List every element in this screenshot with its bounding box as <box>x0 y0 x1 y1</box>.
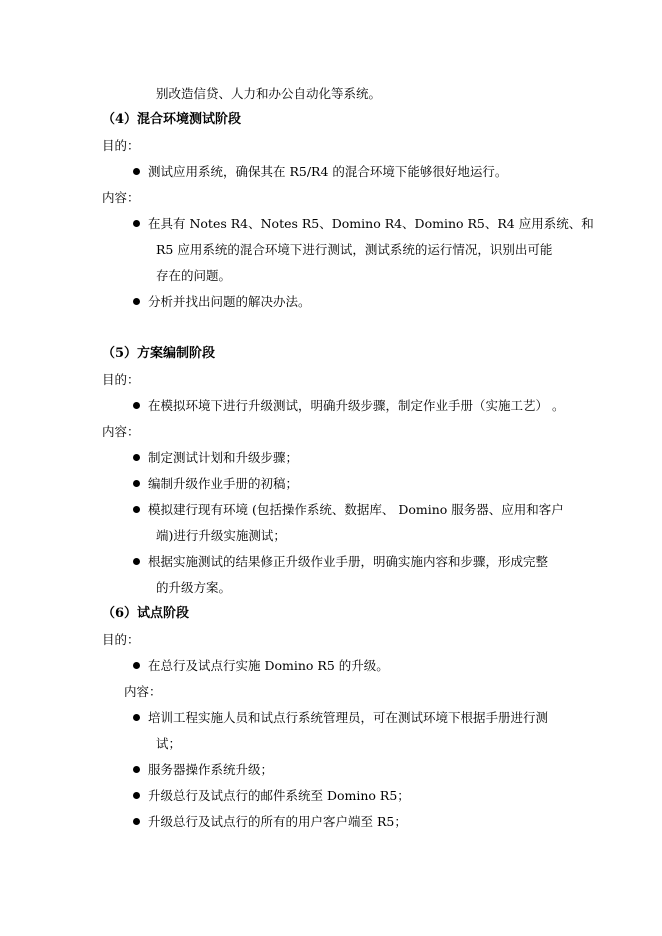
section5-purpose-label: 目的： <box>102 372 140 387</box>
bullet-icon <box>133 168 140 175</box>
bullet-icon <box>133 402 140 409</box>
bullet-icon <box>133 766 140 773</box>
bullet-icon <box>133 818 140 825</box>
section5-content-item-line: 编制升级作业手册的初稿； <box>148 476 299 491</box>
bullet-icon <box>133 454 140 461</box>
section4-content-item-line: 在具有 Notes R4、Notes R5、Domino R4、Domino R5、R4 应用系统、和 <box>148 216 594 231</box>
section6-content-item-line: 升级总行及试点行的邮件系统至 Domino R5； <box>148 788 410 803</box>
bullet-icon <box>133 558 140 565</box>
section6-content-item-line: 培训工程实施人员和试点行系统管理员，可在测试环境下根据手册进行测 <box>148 710 549 725</box>
bullet-icon <box>133 220 140 227</box>
section4-content-item-line: 存在的问题。 <box>156 268 232 283</box>
section5-purpose-item: 在模拟环境下进行升级测试，明确升级步骤，制定作业手册（实施工艺） 。 <box>148 398 565 413</box>
bullet-icon <box>133 298 140 305</box>
section4-content-label: 内容： <box>102 190 140 205</box>
section4-content-item-line: 分析并找出问题的解决办法。 <box>148 294 311 309</box>
section5-content-label: 内容： <box>102 424 140 439</box>
section5-content-item-line: 端)进行升级实施测试； <box>156 528 286 543</box>
section4-purpose-label: 目的： <box>102 138 140 153</box>
bullet-icon <box>133 714 140 721</box>
section6-purpose-label: 目的： <box>102 632 140 647</box>
bullet-icon <box>133 792 140 799</box>
bullet-icon <box>133 506 140 513</box>
bullet-icon <box>133 480 140 487</box>
section6-content-item-line: 升级总行及试点行的所有的用户客户端至 R5； <box>148 814 407 829</box>
section6-heading: （6）试点阶段 <box>102 606 190 621</box>
section6-content-item-line: 服务器操作系统升级； <box>148 762 274 777</box>
section6-purpose-item: 在总行及试点行实施 Domino R5 的升级。 <box>148 658 389 673</box>
section6-content-item-line: 试； <box>156 736 182 751</box>
section5-heading: （5）方案编制阶段 <box>102 346 216 361</box>
section5-content-item-line: 根据实施测试的结果修正升级作业手册，明确实施内容和步骤，形成完整 <box>148 554 549 569</box>
section6-content-label: 内容： <box>124 684 162 699</box>
section5-content-item-line: 模拟建行现有环境 (包括操作系统、数据库、 Domino 服务器、应用和客户 <box>148 502 564 517</box>
section5-content-item-line: 的升级方案。 <box>156 580 232 595</box>
section4-purpose-item: 测试应用系统，确保其在 R5/R4 的混合环境下能够很好地运行。 <box>148 164 508 179</box>
section4-heading: （4）混合环境测试阶段 <box>102 112 242 127</box>
section5-content-item-line: 制定测试计划和升级步骤； <box>148 450 299 465</box>
intro-continuation: 别改造信贷、人力和办公自动化等系统。 <box>156 86 382 101</box>
bullet-icon <box>133 662 140 669</box>
section4-content-item-line: R5 应用系统的混合环境下进行测试，测试系统的运行情况，识别出可能 <box>156 242 553 257</box>
